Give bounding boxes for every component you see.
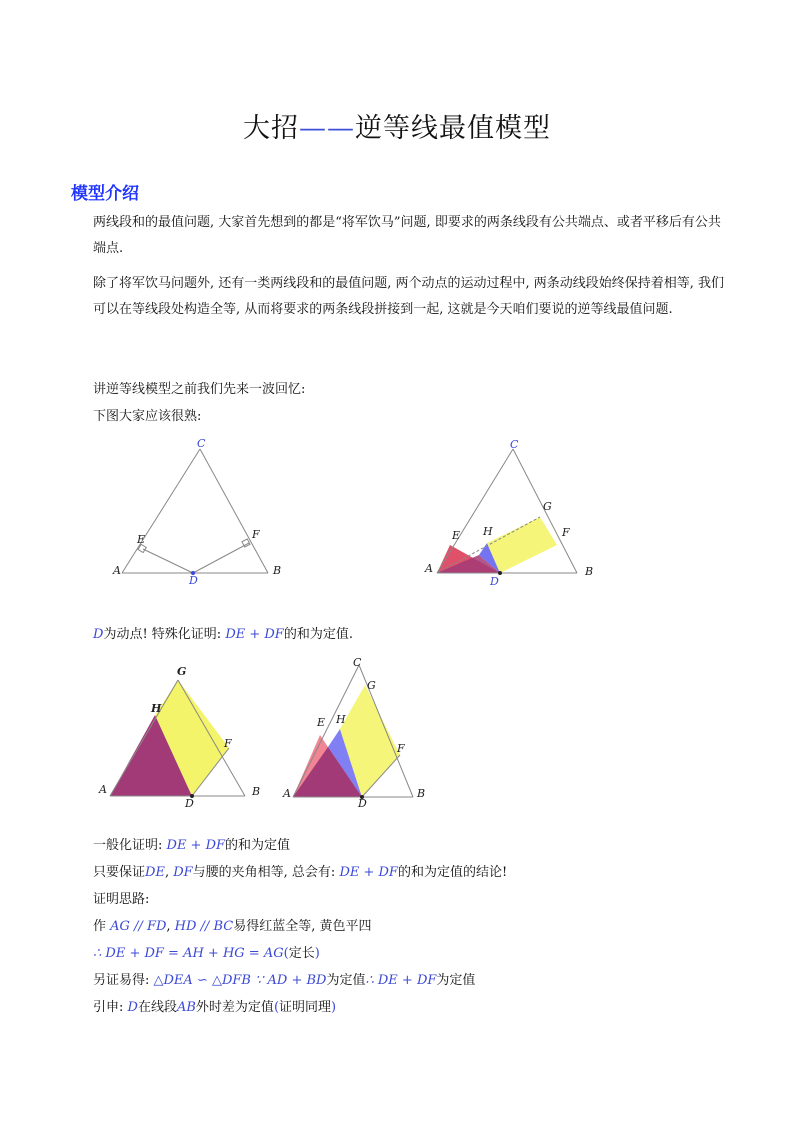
text-construct: 作 AG // FD, HD // BC易得红蓝全等, 黄色平四 xyxy=(93,919,372,934)
section-title: 模型介绍 xyxy=(71,184,139,204)
label-C: C xyxy=(197,437,206,450)
paragraph-3: 讲逆等线模型之前我们先来一波回忆: xyxy=(93,382,306,397)
label-H: H xyxy=(336,713,346,726)
figure-1-triangle xyxy=(110,435,290,585)
label-E: E xyxy=(137,533,146,546)
text-therefore: ∴ DE + DF = AH + HG = AG(定长) xyxy=(93,946,320,961)
label-E: E xyxy=(452,529,461,542)
label-F: F xyxy=(224,737,232,750)
label-H: H xyxy=(483,525,493,538)
figure-2-triangle xyxy=(425,435,605,588)
label-H: H xyxy=(151,702,162,715)
label-B: B xyxy=(585,565,594,578)
text-extension: 引申: D在线段AB外时差为定值(证明同理) xyxy=(93,1000,337,1015)
label-A: A xyxy=(425,562,433,575)
label-C: C xyxy=(353,656,362,669)
text-d-moving: D为动点! 特殊化证明: DE + DF的和为定值. xyxy=(93,627,353,642)
label-E: E xyxy=(317,716,326,729)
label-B: B xyxy=(417,787,426,800)
paragraph-2: 除了将军饮马问题外, 还有一类两线段和的最值问题, 两个动点的运动过程中, 两条动线段始终保持着相等, 我们可以在等线段处构造全等, 从而将要求的两条线段拼接到一起, 这就是今天咱们要说的逆等线最值问题. xyxy=(93,276,725,317)
label-B: B xyxy=(273,564,282,577)
label-D: D xyxy=(189,574,198,587)
label-A: A xyxy=(99,783,107,796)
text-condition: 只要保证DE, DF与腰的夹角相等, 总会有: DE + DF的和为定值的结论! xyxy=(93,865,508,880)
label-A: A xyxy=(283,787,291,800)
label-D: D xyxy=(490,575,499,588)
label-G: G xyxy=(543,500,552,513)
label-C: C xyxy=(510,438,519,451)
figure-3-triangle xyxy=(95,660,270,810)
label-G: G xyxy=(367,679,376,692)
label-D: D xyxy=(358,797,367,810)
label-A: A xyxy=(113,564,121,577)
label-G: G xyxy=(177,665,187,678)
label-D: D xyxy=(185,797,194,810)
text-proof-idea: 证明思路: xyxy=(93,892,150,907)
label-B: B xyxy=(252,785,261,798)
label-F: F xyxy=(562,526,570,539)
text-alt-proof: 另证易得: △DEA ∽ △DFB ∵ AD + BD为定值∴ DE + DF为定值 xyxy=(93,973,476,988)
label-F: F xyxy=(397,742,405,755)
figure-4-triangle xyxy=(283,655,443,810)
paragraph-1: 两线段和的最值问题, 大家首先想到的都是“将军饮马”问题, 即要求的两条线段有公共端点、或者平移后有公共端点. xyxy=(93,215,721,256)
page-title: 大招——逆等线最值模型 xyxy=(243,113,551,144)
label-F: F xyxy=(252,528,260,541)
paragraph-4: 下图大家应该很熟: xyxy=(93,409,202,424)
text-general-proof: 一般化证明: DE + DF的和为定值 xyxy=(93,838,291,853)
